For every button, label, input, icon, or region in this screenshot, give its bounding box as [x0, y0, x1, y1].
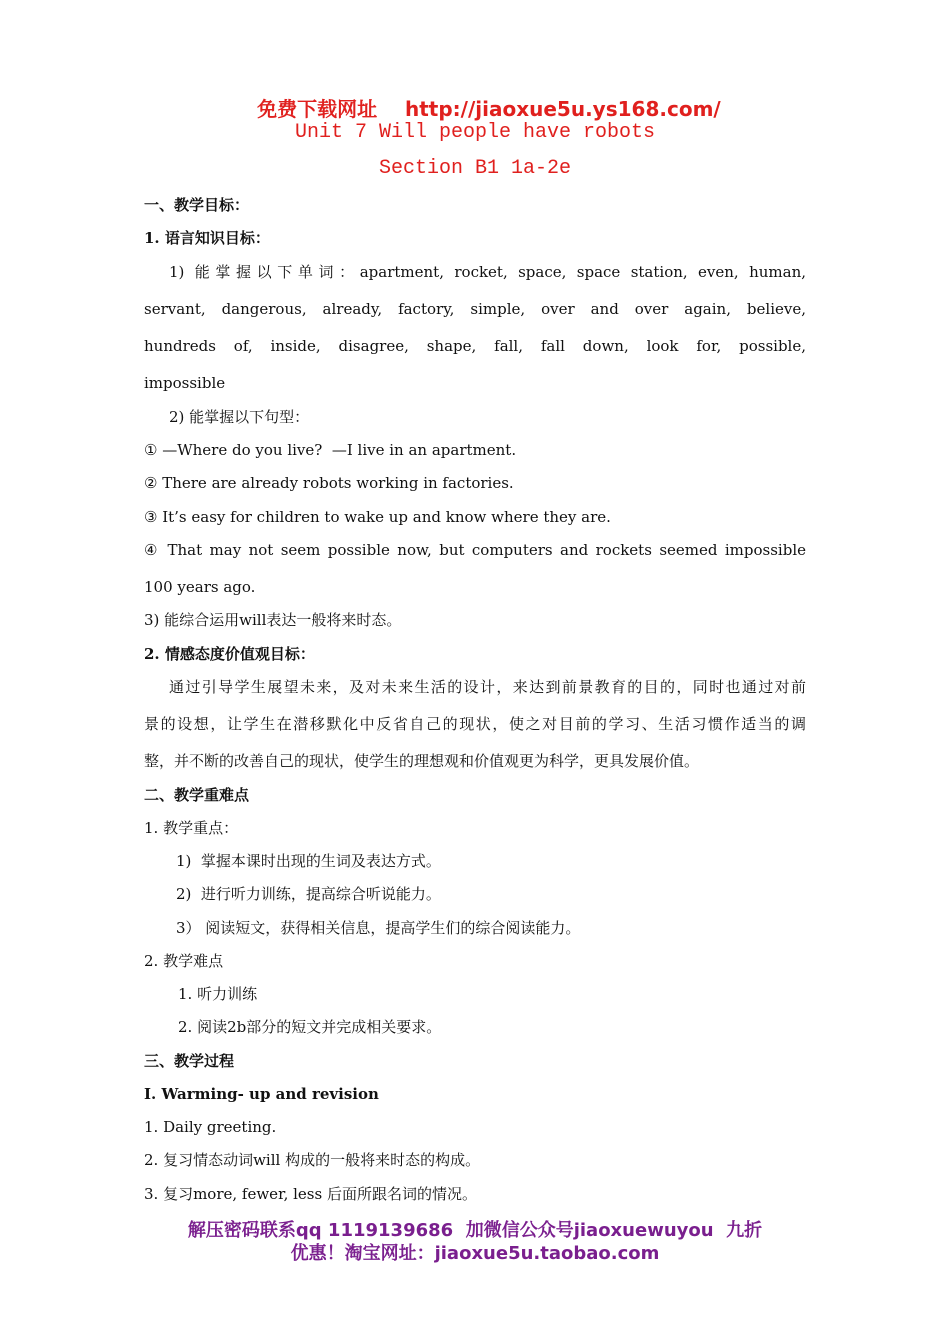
emotion-line-2: 景的设想，让学生在潜移默化中反省自己的现状，使之对目前的学习、生活习惯作适当的调: [144, 715, 806, 733]
section1-heading: 一、教学目标：: [144, 196, 250, 214]
section3-heading: 三、教学过程: [144, 1052, 235, 1070]
warmup-heading: Ⅰ. Warming- up and revision: [144, 1085, 379, 1103]
key-point-2: 2) 进行听力训练，提高综合听说能力。: [176, 885, 441, 903]
emotion-line-3: 整，并不断的改善自己的现状，使学生的理想观和价值观更为科学，更具发展价值。: [144, 752, 700, 770]
sentence-4a: ④ That may not seem possible now, but computers and rockets seemed impossible: [144, 541, 806, 559]
vocab-line-2: servant, dangerous, already, factory, simple, over and over again, believe,: [144, 300, 806, 318]
difficult-points-heading: 2. 教学难点: [144, 952, 224, 970]
vocab-line-3: hundreds of, inside, disagree, shape, fall, fall down, look for, possible,: [144, 337, 806, 355]
difficult-point-1: 1. 听力训练: [178, 985, 258, 1003]
will-usage-item: 3) 能综合运用will表达一般将来时态。: [144, 611, 402, 629]
header-download-url[interactable]: http://jiaoxue5u.ys168.com/: [405, 97, 721, 121]
key-point-1: 1) 掌握本课时出现的生词及表达方式。: [176, 852, 441, 870]
vocab-line-4: impossible: [144, 374, 226, 392]
vocab-line-1: 1) 能掌握以下单词：apartment, rocket, space, space station, even, human,: [169, 263, 806, 281]
title-line-2: Section B1 1a-2e: [378, 157, 572, 180]
footer-line-2: 优惠！淘宝网址：jiaoxue5u.taobao.com: [290, 1243, 660, 1264]
header-download-label: 免费下载网址: [257, 97, 378, 121]
step-3: 3. 复习more, fewer, less 后面所跟名词的情况。: [144, 1185, 477, 1203]
title-line-1: Unit 7 Will people have robots: [294, 121, 656, 144]
key-points-heading: 1. 教学重点：: [144, 819, 239, 837]
sentence-1: ① —Where do you live? —I live in an apartment.: [144, 441, 517, 459]
footer-line-1: 解压密码联系qq 1119139686 加微信公众号jiaoxuewuyou 九折: [187, 1220, 763, 1241]
language-goal-heading: 1. 语言知识目标：: [144, 229, 270, 247]
sentence-3: ③ It’s easy for children to wake up and know where they are.: [144, 508, 611, 526]
emotion-goal-heading: 2. 情感态度价值观目标：: [144, 645, 315, 663]
section2-heading: 二、教学重难点: [144, 786, 250, 804]
sentences-intro: 2) 能掌握以下句型：: [169, 408, 310, 426]
sentence-4b: 100 years ago.: [144, 578, 256, 596]
sentence-2: ② There are already robots working in factories.: [144, 474, 514, 492]
step-2: 2. 复习情态动词will 构成的一般将来时态的构成。: [144, 1151, 481, 1169]
key-point-3: 3） 阅读短文，获得相关信息，提高学生们的综合阅读能力。: [176, 919, 581, 937]
step-1: 1. Daily greeting.: [144, 1118, 277, 1136]
emotion-line-1: 通过引导学生展望未来，及对未来生活的设计，来达到前景教育的目的，同时也通过对前: [169, 678, 806, 696]
difficult-point-2: 2. 阅读2b部分的短文并完成相关要求。: [178, 1018, 442, 1036]
